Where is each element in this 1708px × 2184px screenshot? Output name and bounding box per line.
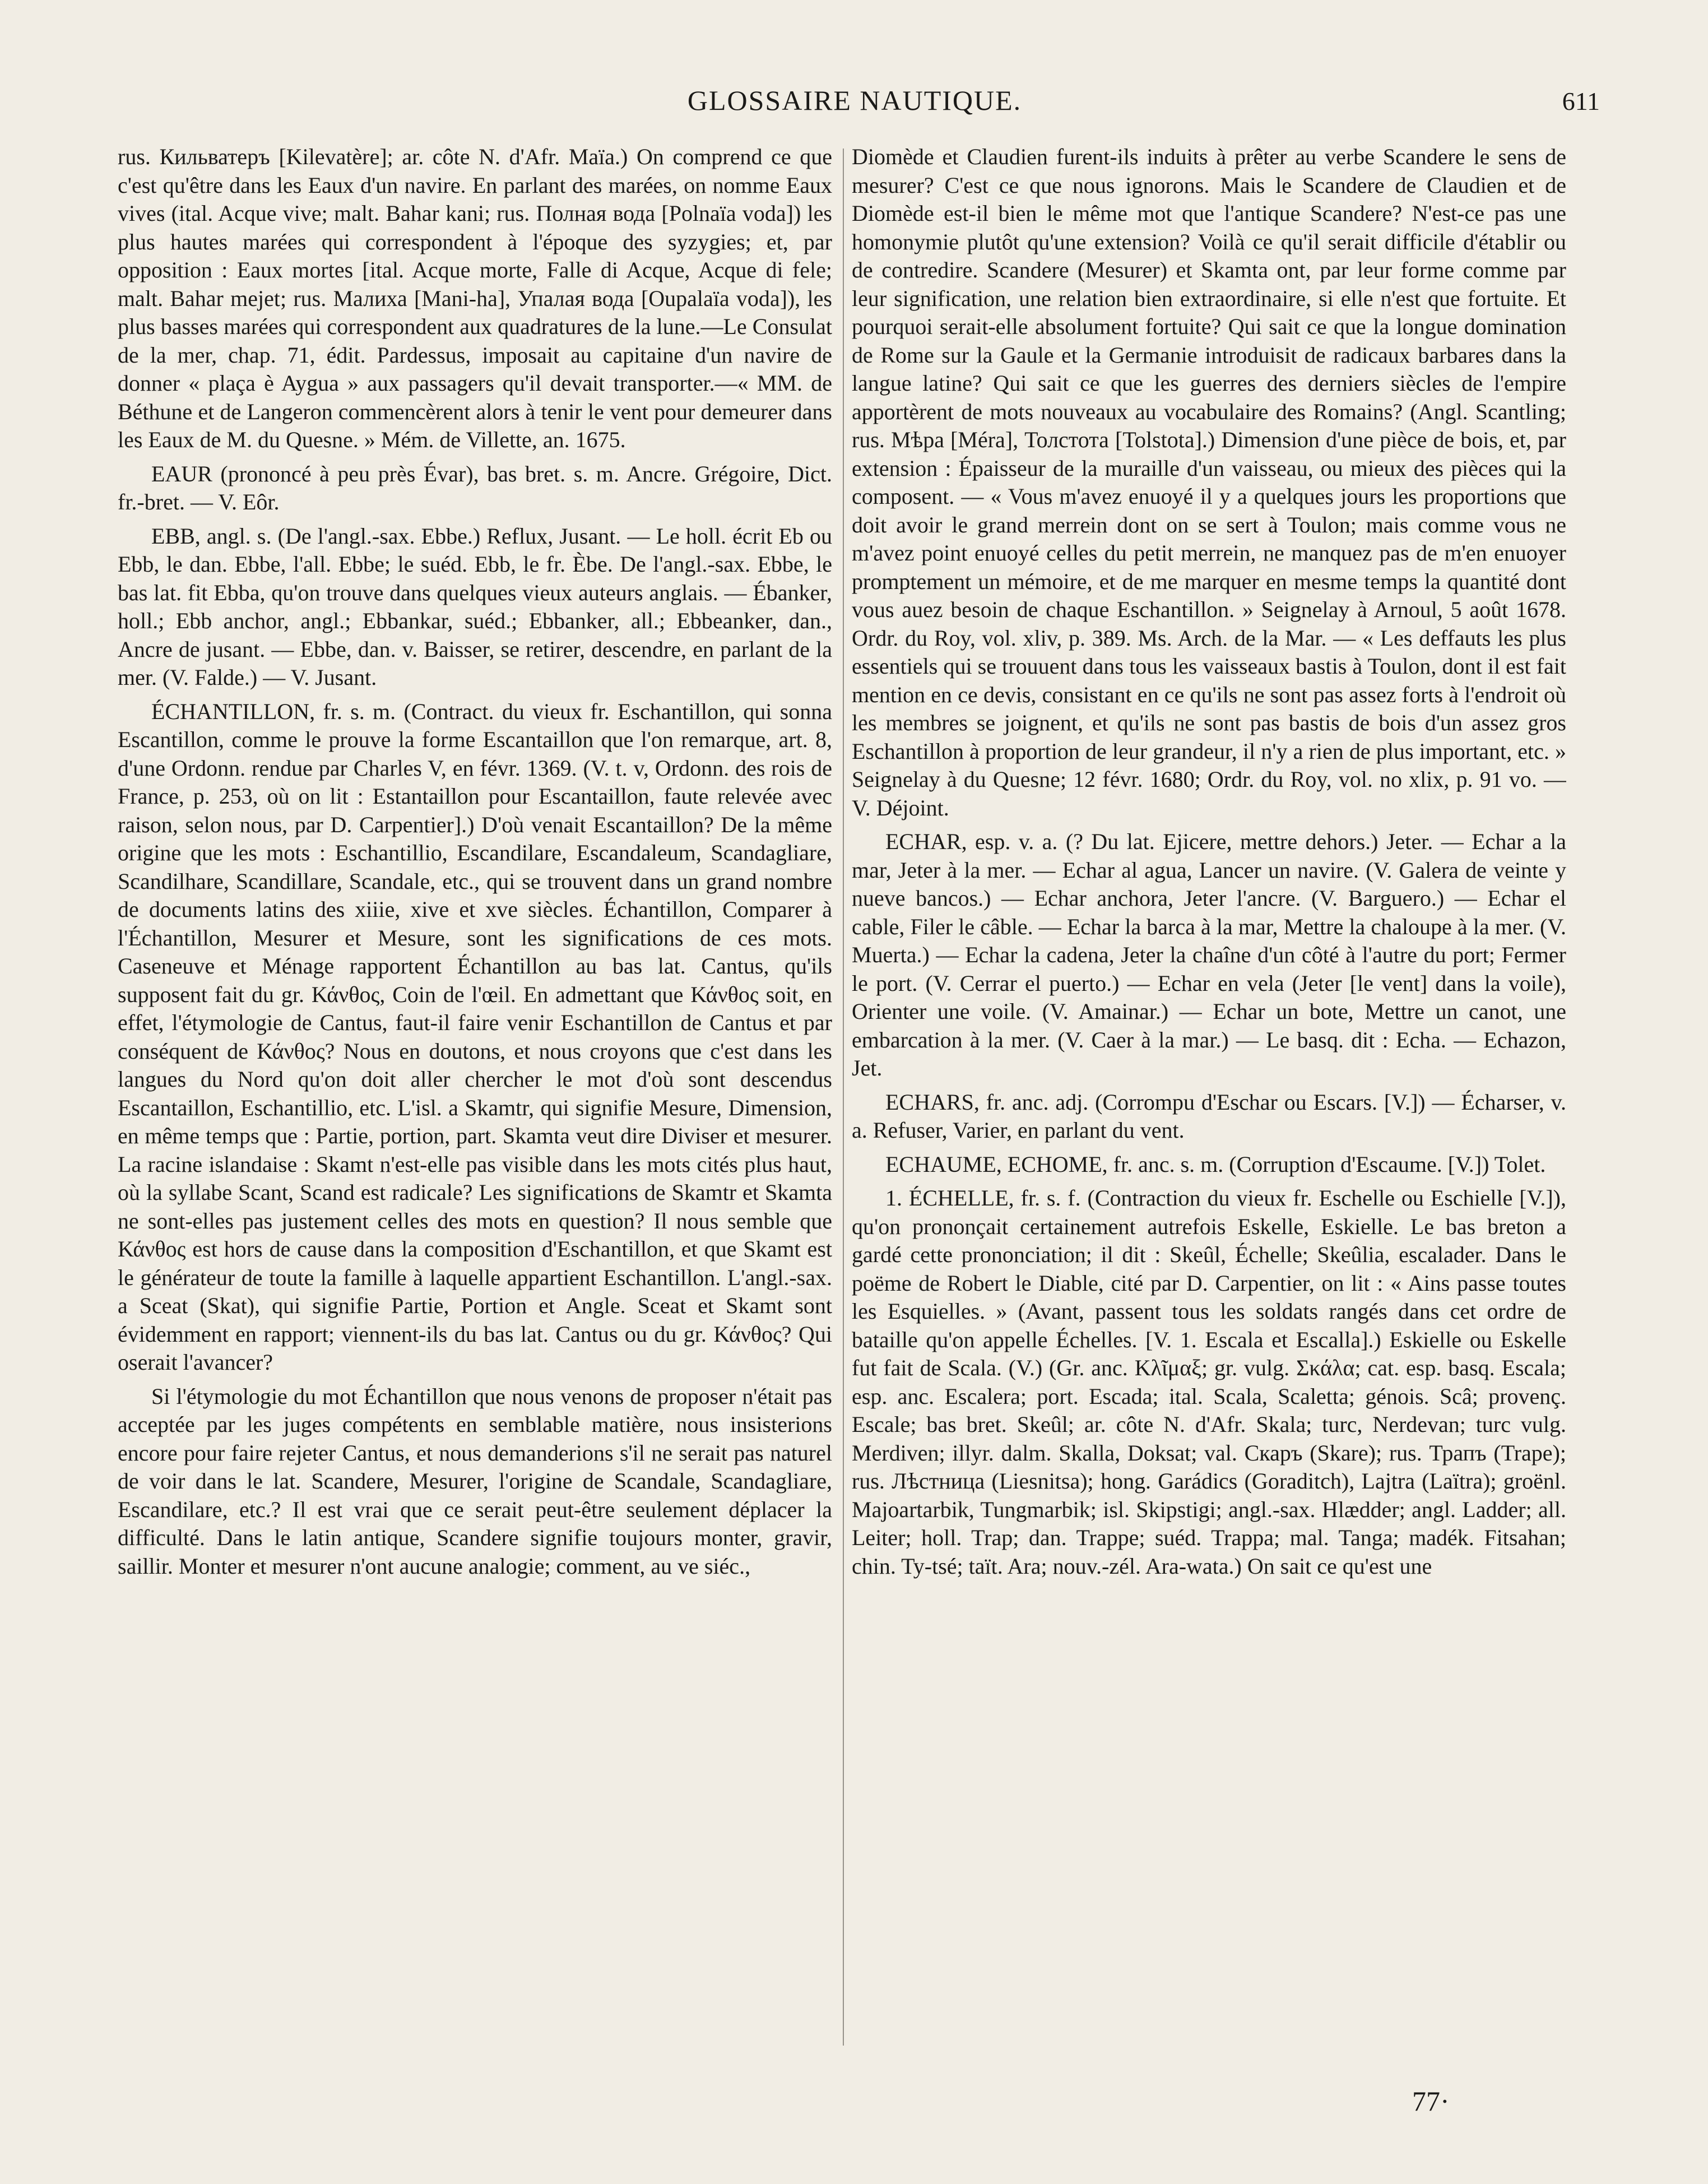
entry-echar: ECHAR, esp. v. a. (? Du lat. Ejicere, mettre dehors.) Jeter. — Echar a la mar, Jeter à la mer. — Echar al agua, Lancer un navire. (V. Galera de veinte y nueve bancos.) — Echar anchora, Jeter l'ancre. (V. Barguero.) — Echar el cable, Filer le câble. — Echar la barca à la mar, Mettre la chaloupe à la mer. (V. Muerta.) — Echar la cadena, Jeter la chaîne d'un côté à l'autre du port; Fermer le port. (V. Cerrar el puerto.) — Echar en vela (Jeter [le vent] dans la voile), Orienter une voile. (V. Amainar.) — Echar un bote, Mettre un canot, une embarcation à la mer. (V. Caer à la mar.) — Le basq. dit : Echa. — Echazon, Jet. [852, 829, 1566, 1081]
signature-mark: 77· [1412, 2085, 1450, 2117]
entry-echelle: 1. ÉCHELLE, fr. s. f. (Contraction du vieux fr. Eschelle ou Eschielle [V.]), qu'on prononçait certainement autrefois Eskelle, Eskielle. Le bas breton a gardé cette prononciation; il dit : Skeûl, Échelle; Skeûlia, escalader. Dans le poëme de Robert le Diable, cité par D. Carpentier, on lit : « Ains passe toutes les Esquielles. » (Avant, passent tous les soldats rangés dans cet ordre de bataille qu'on appelle Échelles. [V. 1. Escala et Escalla].) Eskielle ou Eskelle fut fait de Scala. (V.) (Gr. anc. Κλῖμαξ; gr. vulg. Σκάλα; cat. esp. basq. Escala; esp. anc. Escalera; port. Escada; ital. Scala, Scaletta; génois. Scâ; provenç. Escale; bas bret. Skeûl; ar. côte N. d'Afr. Skala; turc, Nerdevan; turc vulg. Merdiven; illyr. dalm. Skalla, Doksat; val. Скаръ (Skare); rus. Трапъ (Trape); rus. Лѣстница (Liesnitsa); hong. Garádics (Goraditch), Lajtra (Laïtra); groënl. Majoartarbik, Tungmarbik; isl. Skipstigi; angl.-sax. Hlædder; angl. Ladder; all. Leiter; holl. Trap; dan. Trappe; suéd. Trappa; mal. Tanga; madék. Fitsahan; chin. Ty-tsé; taït. Ara; nouv.-zél. Ara-wata.) On sait ce qu'est une [852, 1185, 1566, 1579]
entry-echantillon-continued: Diomède et Claudien furent-ils induits à prêter au verbe Scandere le sens de mesurer? C'est ce que nous ignorons. Mais le Scandere de Claudien et de Diomède est-il bien le même mot que l'antique Scandere? N'est-ce pas une homonymie plutôt qu'une extension? Voilà ce qu'il serait difficile d'établir ou de contredire. Scandere (Mesurer) et Skamta ont, par leur forme comme par leur signification, une relation bien extraordinaire, si elle n'est que fortuite. Et pourquoi serait-elle absolument fortuite? Qui sait ce que la longue domination de Rome sur la Gaule et la Germanie introduisit de radicaux barbares dans la langue latine? Qui sait ce que les guerres des derniers siècles de l'empire apportèrent de mots nouveaux au vocabulaire des Romains? (Angl. Scantling; rus. Мѣра [Méra], Толстота [Tolstota].) Dimension d'une pièce de bois, et, par extension : Épaisseur de la muraille d'un vaisseau, ou mieux des pièces qui la composent. — « Vous m'avez enuoyé il y a quelques jours les proportions que doit avoir le grand merrein dont on se sert à Toulon; mais comme vous ne m'avez point enuoyé celles du petit merrein, ne manquez pas de m'en enuoyer promptement un mémoire, et de me marquer en mesme temps la quantité dont vous auez besoin de chaque Eschantillon. » Seignelay à Arnoul, 5 août 1678. Ordr. du Roy, vol. xliv, p. 389. Ms. Arch. de la Mar. — « Les deffauts les plus essentiels qui se trouuent dans tous les vaisseaux bastis à Toulon, dont il est fait mention en ce devis, consistant en ce qu'ils ne sont pas assez forts à l'endroit où les membres se joignent, et qu'ils ne sont pas bastis de bois d'un assez gros Eschantillon à proportion de leur grandeur, il n'y a rien de plus important, etc. » Seignelay à du Quesne; 12 févr. 1680; Ordr. du Roy, vol. no xlix, p. 91 vo. — V. Déjoint. [852, 144, 1566, 820]
entry-echaume: ECHAUME, ECHOME, fr. anc. s. m. (Corruption d'Escaume. [V.]) Tolet. [885, 1151, 1546, 1177]
entry-eaux-continued: rus. Кильватеръ [Kilevatère]; ar. côte N. d'Afr. Maïa.) On comprend ce que c'est qu'être dans les Eaux d'un navire. En parlant des marées, on nomme Eaux vives (ital. Acque vive; malt. Bahar kani; rus. Полная вода [Polnaïa voda]) les plus hautes marées qui correspondent à l'époque des syzygies; et, par opposition : Eaux mortes [ital. Acque morte, Falle di Acque, Acque di fele; malt. Bahar mejet; rus. Малиха [Mani-ha], Упалая вода [Oupalaïa voda]), les plus basses marées qui correspondent aux quadratures de la lune.—Le Consulat de la mer, chap. 71, édit. Pardessus, imposait au capitaine d'un navire de donner « plaça è Aygua » aux passagers qu'il devait transporter.—« MM. de Béthune et de Langeron commencèrent alors à tenir le vent pour demeurer dans les Eaux de M. du Quesne. » Mém. de Villette, an. 1675. [118, 144, 832, 452]
left-column [118, 143, 832, 2060]
entry-echars: ECHARS, fr. anc. adj. (Corrompu d'Eschar ou Escars. [V.]) — Écharser, v. a. Refuser, Varier, en parlant du vent. [852, 1089, 1566, 1143]
entry-ebb: EBB, angl. s. (De l'angl.-sax. Ebbe.) Reflux, Jusant. — Le holl. écrit Eb ou Ebb, le dan. Ebbe, l'all. Ebbe; le suéd. Ebb, le fr. Èbe. De l'angl.-sax. Ebbe, le bas lat. fit Ebba, qu'on trouve dans quelques vieux auteurs anglais. — Ébanker, holl.; Ebb anchor, angl.; Ebbankar, suéd.; Ebbanker, all.; Ebbeanker, dan., Ancre de jusant. — Ebbe, dan. v. Baisser, se retirer, descendre, en parlant de la mer. (V. Falde.) — V. Jusant. [118, 523, 832, 690]
page-number: 611 [1562, 87, 1600, 115]
running-title: GLOSSAIRE NAUTIQUE. [687, 85, 1022, 116]
entry-echantillon: ÉCHANTILLON, fr. s. m. (Contract. du vieux fr. Eschantillon, qui sonna Escantillon, comme le prouve la forme Escantaillon que l'on remarque, art. 8, d'une Ordonn. rendue par Charles V, en févr. 1369. (V. t. v, Ordonn. des rois de France, p. 253, où on lit : Estantaillon pour Escantaillon, faute relevée avec raison, selon nous, par D. Carpentier].) D'où venait Escantaillon? De la même origine que les mots : Eschantillio, Escandilare, Escandaleum, Scandagliare, Scandilhare, Scandillare, Scandale, etc., qui se trouvent dans un grand nombre de documents latins des xiiie, xive et xve siècles. Échantillon, Comparer à l'Échantillon, Mesurer et Mesure, sont les significations de ces mots. Caseneuve et Ménage rapportent Échantillon au bas lat. Cantus, qu'ils supposent fait du gr. Κάνθος, Coin de l'œil. En admettant que Κάνθος soit, en effet, l'étymologie de Cantus, faut-il faire venir Eschantillon de Cantus et par conséquent de Κάνθος? Nous en doutons, et nous croyons que c'est dans les langues du Nord qu'on doit aller chercher le mot d'où sont descendus Escantaillon, Eschantillio, etc. L'isl. a Skamtr, qui signifie Mesure, Dimension, en même temps que : Partie, portion, part. Skamta veut dire Diviser et mesurer. La racine islandaise : Skamt n'est-elle pas visible dans les mots cités plus haut, où la syllabe Scant, Scand est radicale? Les significations de Skamtr et Skamta ne sont-elles pas justement celles des mots en question? Il nous semble que Κάνθος est hors de cause dans la composition d'Eschantillon, et que Skamt est le générateur de toute la famille à laquelle appartient Eschantillon. L'angl.-sax. a Sceat (Skat), qui signifie Partie, Portion et Angle. Sceat et Skamt sont évidemment en rapport; viennent-ils du bas lat. Cantus ou du gr. Κάνθος? Qui oserait l'avancer? [118, 698, 832, 1375]
entry-eaur: EAUR (prononcé à peu près Évar), bas bret. s. m. Ancre. Grégoire, Dict. fr.-bret. — V. Eôr. [118, 461, 832, 514]
page-header [109, 84, 1600, 135]
entry-echantillon-etymology: Si l'étymologie du mot Échantillon que nous venons de proposer n'était pas acceptée par les juges compétents en semblable matière, nous insisterions encore pour faire rejeter Cantus, et nous demanderions s'il ne serait pas naturel de voir dans le lat. Scandere, Mesurer, l'origine de Scandale, Scandagliare, Escandilare, etc.? Il est vrai que ce serait peut-être seulement déplacer la difficulté. Dans le latin antique, Scandere signifie toujours monter, gravir, saillir. Monter et mesurer n'ont aucune analogie; comment, au ve siéc., [118, 1383, 832, 1579]
right-column [852, 143, 1566, 2060]
column-divider [843, 149, 844, 2046]
